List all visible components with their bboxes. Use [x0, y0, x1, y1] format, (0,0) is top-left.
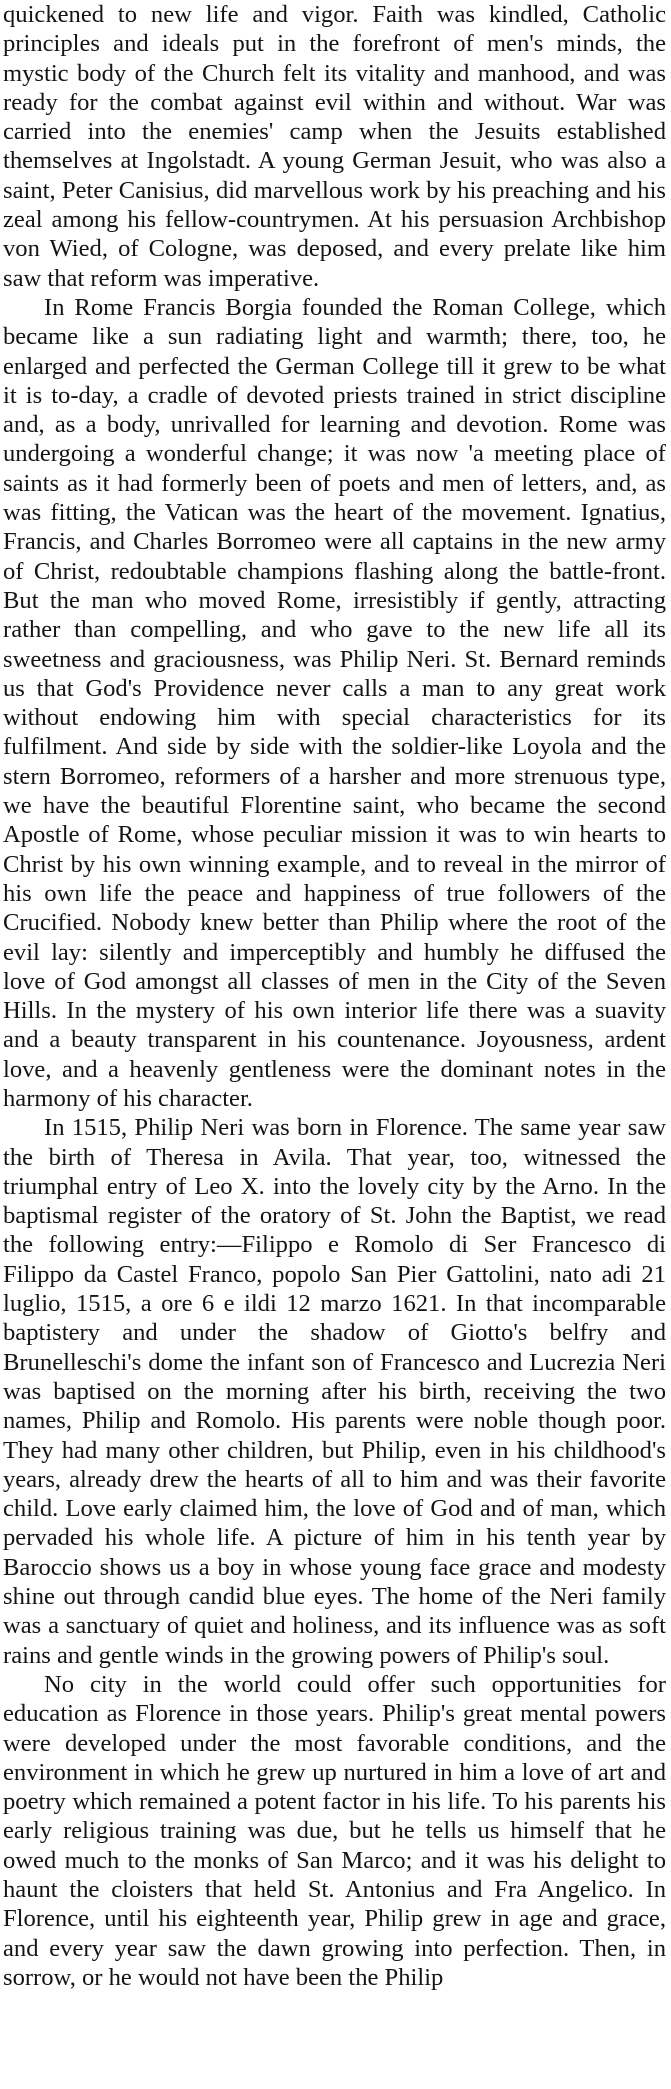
- paragraph-3: In 1515, Philip Neri was born in Florence. The same year saw the birth of Theresa in Avila. That year, too, witnessed the triumphal entry of Leo X. into the lovely city by the Arno. In the baptismal register of the oratory of St. John the Baptist, we read the following entry:—Filippo e Romolo di Ser Francesco di Filippo da Castel Franco, popolo San Pier Gattolini, nato adi 21 luglio, 1515, a ore 6 e ildi 12 marzo 1621. In that incomparable baptistery and under the shadow of Giotto's belfry and Brunelleschi's dome the infant son of Francesco and Lucrezia Neri was baptised on the morning after his birth, receiving the two names, Philip and Romolo. His parents were noble though poor. They had many other children, but Philip, even in his childhood's years, already drew the hearts of all to him and was their favorite child. Love early claimed him, the love of God and of man, which pervaded his whole life. A picture of him in his tenth year by Baroccio shows us a boy in whose young face grace and modesty shine out through candid blue eyes. The home of the Neri family was a sanctuary of quiet and holiness, and its influence was as soft rains and gentle winds in the growing powers of Philip's soul.: [3, 1114, 666, 1669]
- paragraph-1: quickened to new life and vigor. Faith was kindled, Catholic principles and ideals put in the forefront of men's minds, the mystic body of the Church felt its vitality and manhood, and was ready for the combat against evil within and without. War was carried into the enemies' camp when the Jesuits established themselves at Ingolstadt. A young German Jesuit, who was also a saint, Peter Canisius, did marvellous work by his preaching and his zeal among his fellow-countrymen. At his persuasion Archbishop von Wied, of Cologne, was deposed, and every prelate like him saw that reform was imperative.: [3, 1, 666, 292]
- paragraph-2: In Rome Francis Borgia founded the Roman College, which became like a sun radiating light and warmth; there, too, he enlarged and perfected the German College till it grew to be what it is to-day, a cradle of devoted priests trained in strict discipline and, as a body, unrivalled for learning and devotion. Rome was undergoing a wonderful change; it was now 'a meeting place of saints as it had formerly been of poets and men of letters, and, as was fitting, the Vatican was the heart of the movement. Ignatius, Francis, and Charles Borromeo were all captains in the new army of Christ, redoubtable champions flashing along the battle-front. But the man who moved Rome, irresistibly if gently, attracting rather than compelling, and who gave to the new life all its sweetness and graciousness, was Philip Neri. St. Bernard reminds us that God's Providence never calls a man to any great work without endowing him with special characteristics for its fulfilment. And side by side with the soldier-like Loyola and the stern Borromeo, reformers of a harsher and more strenuous type, we have the beautiful Florentine saint, who became the second Apostle of Rome, whose peculiar mission it was to win hearts to Christ by his own winning example, and to reveal in the mirror of his own life the peace and happiness of true followers of the Crucified. Nobody knew better than Philip where the root of the evil lay: silently and imperceptibly and humbly he diffused the love of God amongst all classes of men in the City of the Seven Hills. In the mystery of his own interior life there was a suavity and a beauty transparent in his countenance. Joyousness, ardent love, and a heavenly gentleness were the dominant notes in the harmony of his character.: [3, 293, 666, 1112]
- paragraph-4: No city in the world could offer such opportunities for education as Florence in those years. Philip's great mental powers were developed under the most favorable conditions, and the environment in which he grew up nurtured in him a love of art and poetry which remained a potent factor in his life. To his parents his early religious training was due, but he tells us himself that he owed much to the monks of San Marco; and it was his delight to haunt the cloisters that held St. Antonius and Fra Angelico. In Florence, until his eighteenth year, Philip grew in age and grace, and every year saw the dawn growing into perfection. Then, in sorrow, or he would not have been the Philip: [3, 1670, 666, 1991]
